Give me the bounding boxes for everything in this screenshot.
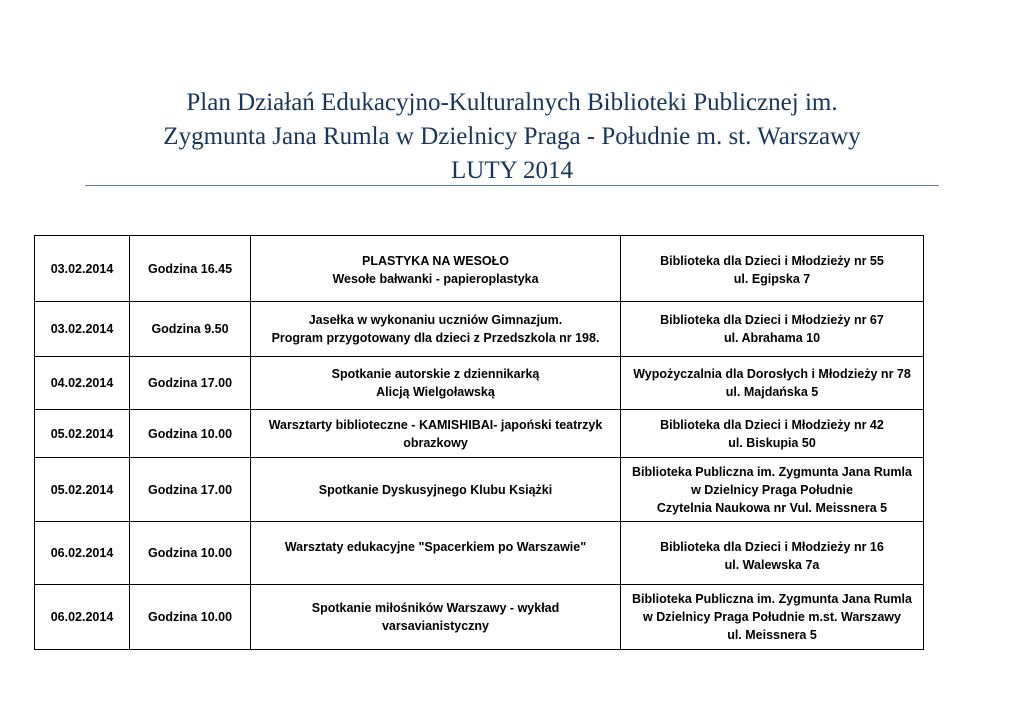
event-description bbox=[251, 522, 621, 585]
event-time: Godzina 9.50 bbox=[130, 302, 251, 357]
event-description bbox=[251, 357, 621, 410]
title-line-1: Plan Działań Edukacyjno-Kulturalnych Biblioteki Publicznej im. bbox=[186, 89, 838, 116]
title-divider bbox=[85, 185, 939, 186]
event-description-line: PLASTYKA NA WESOŁO bbox=[362, 254, 509, 268]
event-location bbox=[621, 302, 924, 357]
event-location bbox=[621, 522, 924, 585]
event-time: Godzina 10.00 bbox=[130, 585, 251, 650]
event-location bbox=[621, 585, 924, 650]
event-date: 05.02.2014 bbox=[35, 410, 130, 458]
event-location-line: Biblioteka dla Dzieci i Młodzieży nr 16 bbox=[660, 540, 884, 554]
event-time: Godzina 10.00 bbox=[130, 410, 251, 458]
event-location-line: ul. Abrahama 10 bbox=[723, 331, 821, 345]
event-description-line: Spotkanie Dyskusyjnego Klubu Książki bbox=[318, 482, 553, 497]
event-location-line: Wypożyczalnia dla Dorosłych i Młodzieży nr 78 bbox=[633, 367, 911, 381]
event-date: 04.02.2014 bbox=[35, 357, 130, 410]
event-location bbox=[621, 236, 924, 302]
event-date: 05.02.2014 bbox=[35, 458, 130, 522]
event-description-line: Jasełka w wykonaniu uczniów Gimnazjum. bbox=[308, 313, 563, 327]
event-location-line: ul. Meissnera 5 bbox=[727, 628, 817, 642]
event-date: 06.02.2014 bbox=[35, 585, 130, 650]
event-location bbox=[621, 410, 924, 458]
title-line-3: LUTY 2014 bbox=[451, 157, 573, 184]
event-description bbox=[251, 458, 621, 522]
event-location-line: w Dzielnicy Praga Południe m.st. Warszawy bbox=[643, 610, 901, 624]
event-time: Godzina 16.45 bbox=[130, 236, 251, 302]
event-description-line: Warsztaty edukacyjne "Spacerkiem po Warszawie" bbox=[284, 540, 587, 554]
event-description-line: Spotkanie miłośników Warszawy - wykład bbox=[311, 601, 560, 615]
event-location-line: ul. Biskupia 50 bbox=[728, 435, 816, 450]
event-description-line: Program przygotowany dla dzieci z Przedszkola nr 198. bbox=[271, 331, 600, 345]
event-time: Godzina 10.00 bbox=[130, 522, 251, 585]
event-description bbox=[251, 236, 621, 302]
event-location-line: Biblioteka dla Dzieci i Młodzieży nr 42 bbox=[660, 417, 884, 432]
event-date: 03.02.2014 bbox=[35, 302, 130, 357]
event-location-line: ul. Walewska 7a bbox=[724, 558, 820, 572]
event-location-line: Biblioteka dla Dzieci i Młodzieży nr 55 bbox=[660, 254, 884, 268]
event-date: 06.02.2014 bbox=[35, 522, 130, 585]
event-location-line: Biblioteka Publiczna im. Zygmunta Jana Rumla bbox=[632, 592, 912, 606]
event-description bbox=[251, 302, 621, 357]
table-row bbox=[35, 302, 924, 357]
event-description-line: Alicją Wielgoławską bbox=[376, 385, 495, 399]
page-title bbox=[85, 86, 939, 188]
event-location-line: Biblioteka dla Dzieci i Młodzieży nr 67 bbox=[660, 313, 884, 327]
event-description-line: varsavianistyczny bbox=[381, 619, 489, 633]
table-row bbox=[35, 522, 924, 585]
event-location-line: ul. Majdańska 5 bbox=[725, 385, 819, 399]
table-row bbox=[35, 236, 924, 302]
event-location-line: w Dzielnicy Praga Południe bbox=[691, 482, 853, 497]
event-location bbox=[621, 357, 924, 410]
event-time: Godzina 17.00 bbox=[130, 458, 251, 522]
event-description bbox=[251, 410, 621, 458]
event-description-line: obrazkowy bbox=[403, 435, 468, 450]
event-time: Godzina 17.00 bbox=[130, 357, 251, 410]
event-description-line: Warsztarty biblioteczne - KAMISHIBAI- japoński teatrzyk bbox=[268, 417, 603, 432]
event-location-line: ul. Egipska 7 bbox=[733, 272, 811, 286]
title-line-2: Zygmunta Jana Rumla w Dzielnicy Praga - Południe m. st. Warszawy bbox=[163, 123, 861, 150]
event-date: 03.02.2014 bbox=[35, 236, 130, 302]
table-row bbox=[35, 357, 924, 410]
event-location bbox=[621, 458, 924, 522]
table-row bbox=[35, 410, 924, 458]
table-row bbox=[35, 585, 924, 650]
events-table bbox=[34, 235, 924, 650]
event-description-line: Spotkanie autorskie z dziennikarką bbox=[331, 367, 540, 381]
event-location-line: Czytelnia Naukowa nr Vul. Meissnera 5 bbox=[656, 500, 888, 515]
event-location-line: Biblioteka Publiczna im. Zygmunta Jana Rumla bbox=[632, 464, 912, 479]
table-row bbox=[35, 458, 924, 522]
event-description-line: Wesołe bałwanki - papieroplastyka bbox=[332, 272, 539, 286]
event-description bbox=[251, 585, 621, 650]
